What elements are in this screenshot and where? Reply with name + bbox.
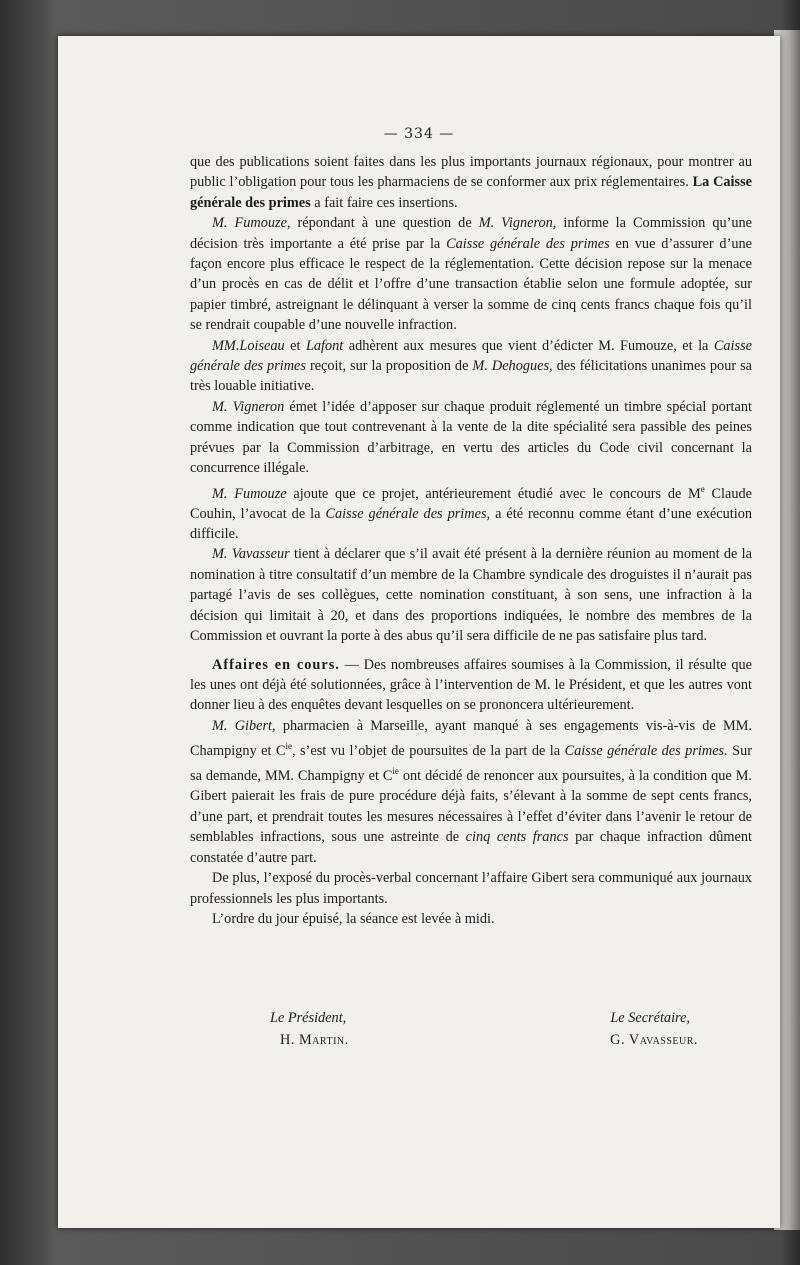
text-run: M. Gibert, (212, 717, 276, 734)
text-run: Caisse générale des primes. (564, 742, 728, 759)
text-run: La Caisse générale des primes (190, 174, 752, 211)
text-run: et (284, 337, 306, 354)
text-run: reçoit, sur la proposition de (305, 358, 473, 375)
president-name: H. Martin. (280, 1032, 349, 1048)
signature-block (250, 1010, 720, 1054)
text-run: ie (285, 741, 292, 752)
text-run: a fait faire ces insertions. (310, 194, 458, 211)
secretary-title: Le Secrétaire, (610, 1010, 690, 1026)
paragraph (190, 716, 752, 868)
text-run: M. Vigneron (212, 398, 285, 415)
text-run: ont décidé de renoncer aux poursuites, à la condition que M. Gibert paierait les frais de pure procédure déjà faits, s’élevant à la somme de sept cents francs, d’une part, et prendrait toutes les mesures nécessaires à l’effet d’éviter dans l’avenir le retour de semblables infractions, sous une astreinte de (190, 768, 752, 846)
text-run: a été reconnu comme étant d’une exécution difficile. (190, 505, 752, 543)
section-heading: Affaires en cours. (212, 656, 340, 673)
text-run: M. Fumouze, (212, 215, 291, 232)
text-run: e (700, 483, 705, 494)
text-run: informe la Commission qu’une décision très importante a été prise par la (190, 215, 753, 252)
text-run: Caisse générale des primes (446, 235, 610, 252)
text-run: Sur sa demande, MM. Champigny et C (190, 742, 753, 785)
document-body (190, 152, 752, 929)
text-run: L’ordre du jour épuisé, la séance est levée à midi. (212, 910, 495, 927)
paragraph (190, 655, 752, 716)
text-run: M. Dehogues, (472, 358, 553, 375)
text-run: des félicitations unanimes pour sa très louable initiative. (190, 358, 752, 395)
text-run: ajoute que ce projet, antérieurement étudié avec le concours de M (286, 485, 701, 502)
paragraph (190, 909, 752, 929)
page-number: — 334 — (383, 126, 455, 142)
text-run: MM.Loiseau (212, 337, 285, 354)
text-run: De plus, l’exposé du procès-verbal concernant l’affaire Gibert sera communiqué aux journaux professionnels les plus importants. (190, 870, 752, 907)
paragraph (190, 213, 752, 335)
paragraph (190, 544, 752, 646)
text-run: M. Vigneron, (478, 215, 557, 232)
text-run: Caisse générale des primes (190, 337, 753, 375)
text-run: émet l’idée d’apposer sur chaque produit réglementé un timbre spécial portant comme indication que tout contrevenant à la vente de la dite spécialité sera passible des peines prévues par la Commission d’arbitrage, en vertu des articles du Code civil concernant la concurrence illégale. (190, 398, 752, 477)
text-run: en vue d’assurer d’une façon encore plus efficace le respect de la réglementation. Cette décision repose sur la menace d’un procès en cas de délit et l’offre d’une transaction établie selon une formule adoptée, sur papier timbré, astreignant le délinquant à verser la somme de cinq cents francs chaque fois qu’il se rendrait coupable d’une nouvelle infraction. (190, 235, 752, 334)
president-title: Le Président, (270, 1010, 347, 1026)
text-run: M. Fumouze (212, 485, 287, 502)
paragraph (190, 868, 752, 909)
text-run: — Des nombreuses affaires soumises à la Commission, il résulte que les unes ont déjà été solutionnées, grâce à l’intervention de M. le Président, et que les autres vont donner lieu à des enquêtes devant lesquelles on se prononcera ultérieurement. (190, 656, 752, 714)
text-run: par chaque infraction dûment constatée d’autre part. (190, 829, 752, 866)
text-run: Caisse générale des primes, (325, 505, 491, 522)
text-run: répondant à une question de (290, 215, 479, 232)
section-gap (190, 647, 752, 655)
text-run: Lafont (305, 337, 344, 354)
text-run: Claude Couhin, l’avocat de la (190, 485, 752, 522)
paragraph (190, 479, 752, 545)
paragraph (190, 152, 752, 213)
text-run: M. Vavasseur (212, 546, 290, 563)
paragraph (190, 397, 752, 479)
text-run: que des publications soient faites dans les plus importants journaux régionaux, pour montrer au public l’obligation pour tous les pharmaciens de se conformer aux prix réglementaires. (190, 154, 752, 191)
secretary-name: G. Vavasseur. (610, 1032, 698, 1048)
paragraph (190, 336, 752, 397)
text-run: ie (392, 766, 399, 777)
text-run: , s’est vu l’objet de poursuites de la part de la (292, 742, 565, 759)
text-run: cinq cents francs (465, 829, 569, 846)
text-run: tient à déclarer que s’il avait été présent à la dernière réunion au moment de la nomination à titre consultatif d’un membre de la Chambre syndicale des droguistes il n’aurait pas partagé l’avis de ses collègues, cette nomination constituant, à son sens, une infraction à la décision qui limitait à 20, et dans des proportions indiquées, le nombre des membres de la Commission et ouvrant la porte à des abus qu’il sera difficile de ne pas satisfaire plus tard. (190, 546, 752, 645)
text-run: adhèrent aux mesures que vient d’édicter M. Fumouze, et la (343, 337, 714, 354)
text-run: pharmacien à Marseille, ayant manqué à ses engagements vis-à-vis de MM. Champigny et C (190, 717, 752, 759)
